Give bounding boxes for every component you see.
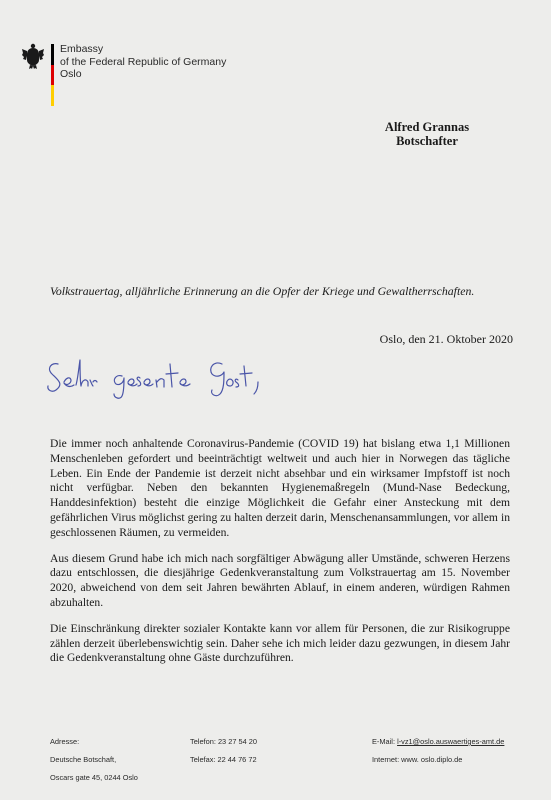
flag-stripe-red bbox=[51, 65, 54, 86]
handwritten-salutation bbox=[44, 352, 284, 402]
footer-email-row bbox=[372, 733, 504, 751]
embassy-letterhead bbox=[60, 43, 226, 81]
flag-stripe-black bbox=[51, 44, 54, 65]
footer-address-line2: Oscars gate 45, 0244 Oslo bbox=[50, 773, 138, 782]
footer-address bbox=[50, 733, 138, 787]
body-paragraph-2: Aus diesem Grund habe ich mich nach sorgfältiger Abwägung aller Umstände, schweren Herzens dazu entschlossen, die diesjährige Gedenkveranstaltung zum Volkstrauertag am 15. November 2020, abweichend von dem seit Jahren bewährten Ablauf, in einem anderen, würdigen Rahmen abzuhalten. bbox=[50, 551, 510, 609]
footer-internet[interactable]: Internet: www. oslo.diplo.de bbox=[372, 755, 463, 764]
footer-email-label: E-Mail: bbox=[372, 737, 395, 746]
federal-eagle-icon bbox=[22, 42, 44, 70]
letterhead-line-country: of the Federal Republic of Germany bbox=[60, 55, 227, 68]
footer-contact bbox=[372, 733, 504, 769]
letter-body bbox=[50, 437, 510, 677]
letterhead-line-city: Oslo bbox=[60, 68, 82, 80]
letter-footer bbox=[50, 733, 520, 783]
flag-stripe-gold bbox=[51, 85, 54, 106]
footer-address-line1: Deutsche Botschaft, bbox=[50, 755, 117, 764]
footer-phone bbox=[190, 733, 257, 769]
letter-subject: Volkstrauertag, alljährliche Erinnerung an die Opfer der Kriege und Gewaltherrschaften. bbox=[50, 284, 475, 298]
footer-email-link[interactable]: l-vz1@oslo.auswaertiges-amt.de bbox=[397, 737, 505, 746]
sender-block bbox=[352, 120, 502, 148]
sender-name: Alfred Grannas bbox=[384, 120, 470, 134]
footer-address-label: Adresse: bbox=[50, 737, 80, 746]
footer-telephone: Telefon: 23 27 54 20 bbox=[190, 737, 257, 746]
sender-title: Botschafter bbox=[396, 134, 458, 148]
footer-telefax: Telefax: 22 44 76 72 bbox=[190, 755, 257, 764]
body-paragraph-3: Die Einschränkung direkter sozialer Kontakte kann vor allem für Personen, die zur Risikogruppe zählen derzeit überlebenswichtig sein. Daher sehe ich mich leider dazu gezwungen, in diesem Jahr die Gedenkveranstaltung ohne Gäste durchzuführen. bbox=[50, 621, 510, 665]
letterhead-line-embassy: Embassy bbox=[60, 43, 104, 55]
german-flag-bar bbox=[51, 44, 54, 106]
body-paragraph-1: Die immer noch anhaltende Coronavirus-Pandemie (COVID 19) hat bislang etwa 1,1 Millionen Menschenleben gefordert und beeinträchtigt weltweit und auch hier in Norwegen das tägliche Leben. Ein Ende der Pandemie ist derzeit nicht absehbar und ein wirksamer Impfstoff ist noch nicht verfügbar. Neben den bekannten Hygienemaßregeln (Mund-Nase Bedeckung, Handdesinfektion) besteht die einzige Möglichkeit die Gefahr einer Ansteckung mit dem gefährlichen Virus möglichst gering zu halten derzeit darin, Menschenansammlungen, vor allem in geschlossenen Räumen, zu vermeiden. bbox=[50, 437, 510, 539]
letter-date: Oslo, den 21. Oktober 2020 bbox=[379, 332, 513, 346]
